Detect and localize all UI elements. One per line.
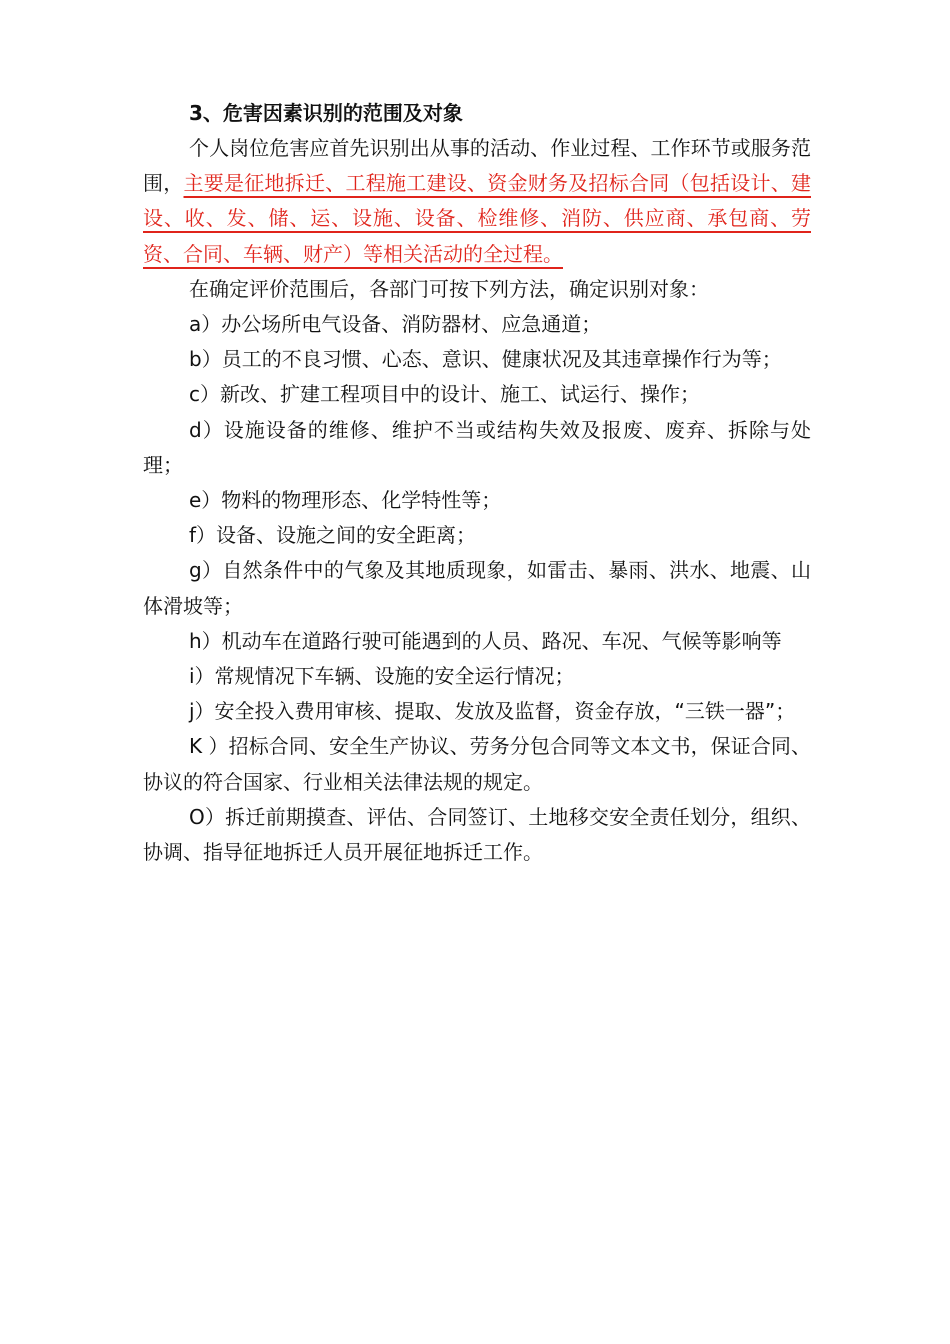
intro-text: 个人岗位危害应首先识别出从事的活动、作业过程、工作环节或服务范围， — [143, 136, 811, 196]
list-item-c: c）新改、扩建工程项目中的设计、施工、试运行、操作； — [189, 382, 700, 407]
list-item-i: i）常规情况下车辆、设施的安全运行情况； — [189, 664, 575, 689]
list-item-j: j）安全投入费用审核、提取、发放及监督，资金存放，“三铁一器”； — [189, 699, 796, 724]
section-heading: 3、危害因素识别的范围及对象 — [189, 101, 463, 125]
list-item-k: K ）招标合同、安全生产协议、劳务分包合同等文本文书，保证合同、协议的符合国家、行业相关法律法规的规定。 — [143, 734, 811, 794]
highlighted-scope-text: 主要是征地拆迁、工程施工建设、资金财务及招标合同（包括设计、建设、收、发、储、运、设施、设备、检维修、消防、供应商、承包商、劳资、合同、车辆、财产）等相关活动的全过程。 — [143, 171, 811, 266]
list-item-b: b）员工的不良习惯、心态、意识、健康状况及其违章操作行为等； — [189, 347, 782, 372]
method-intro-paragraph: 在确定评价范围后，各部门可按下列方法，确定识别对象： — [189, 276, 709, 301]
list-item-d: d）设施设备的维修、维护不当或结构失效及报废、废弃、拆除与处理； — [143, 417, 811, 477]
intro-paragraph — [143, 131, 811, 272]
list-item-g: g）自然条件中的气象及其地质现象，如雷击、暴雨、洪水、地震、山体滑坡等； — [143, 558, 811, 618]
list-item-f: f）设备、设施之间的安全距离； — [189, 523, 477, 548]
list-item-h: h）机动车在道路行驶可能遇到的人员、路况、车况、气候等影响等 — [189, 628, 782, 653]
document-content — [143, 96, 811, 870]
list-item-o: O）拆迁前期摸查、评估、合同签订、土地移交安全责任划分，组织、协调、指导征地拆迁人员开展征地拆迁工作。 — [143, 804, 811, 865]
list-item-a: a）办公场所电气设备、消防器材、应急通道； — [189, 312, 602, 337]
list-item-e: e）物料的物理形态、化学特性等； — [189, 488, 502, 513]
